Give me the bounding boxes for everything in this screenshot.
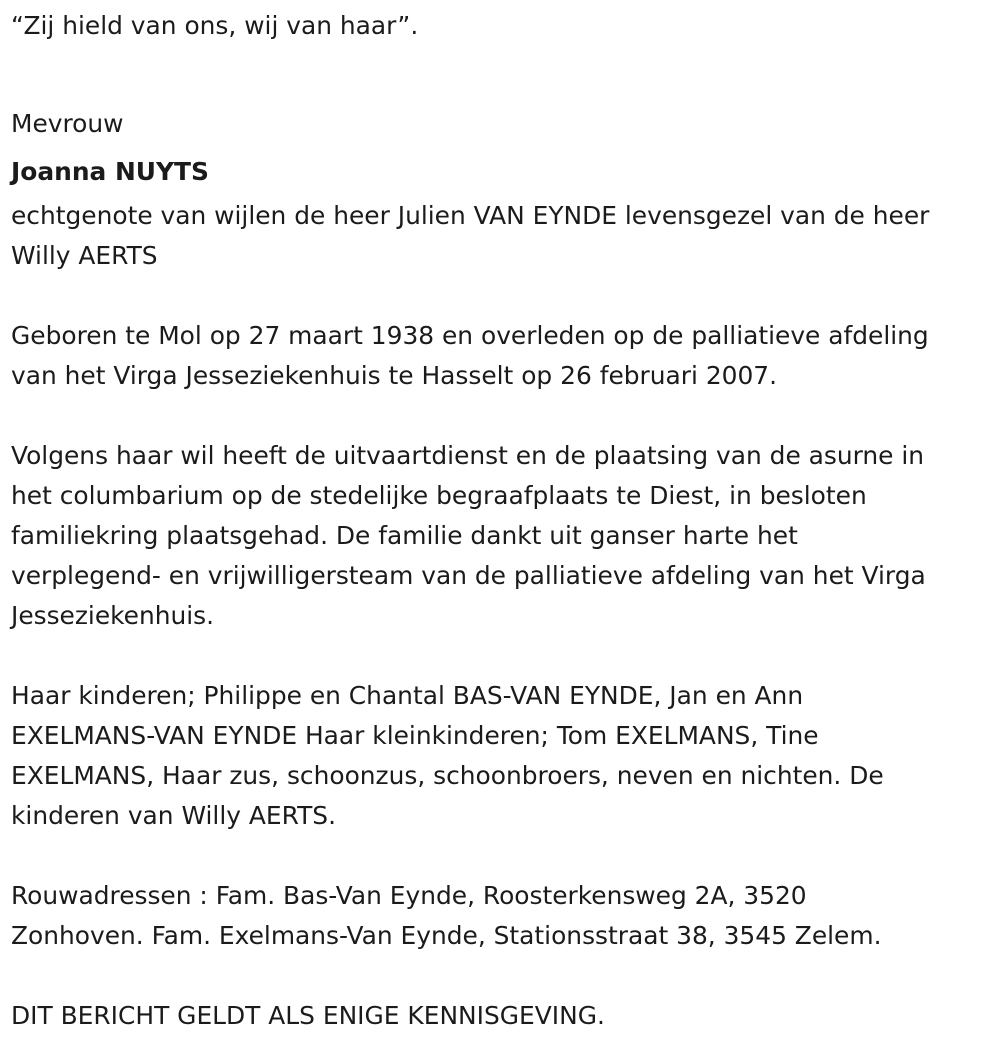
paragraph-line: familiekring plaatsgehad. De familie dankt uit ganser harte het — [11, 521, 798, 550]
paragraph-line: Volgens haar wil heeft de uitvaartdienst en de plaatsing van de asurne in — [11, 441, 925, 470]
paragraph-line: het columbarium op de stedelijke begraafplaats te Diest, in besloten — [11, 481, 867, 510]
spacer — [11, 636, 1000, 676]
paragraph-line: Willy AERTS — [11, 241, 158, 270]
paragraph-line: verplegend- en vrijwilligersteam van de palliatieve afdeling van het Virga — [11, 561, 926, 590]
paragraph-line: Jesseziekenhuis. — [11, 601, 215, 630]
spacer — [11, 836, 1000, 876]
spacer — [11, 276, 1000, 316]
paragraph-line: Zonhoven. Fam. Exelmans-Van Eynde, Stationsstraat 38, 3545 Zelem. — [11, 921, 882, 950]
spacer — [11, 46, 1000, 86]
spacer — [11, 396, 1000, 436]
ceremony-paragraph — [11, 436, 1000, 636]
deceased-name: Joanna NUYTS — [11, 157, 209, 186]
death-notice — [0, 6, 1000, 1036]
honorific-title: Mevrouw — [11, 109, 124, 138]
paragraph-line: Rouwadressen : Fam. Bas-Van Eynde, Roosterkensweg 2A, 3520 — [11, 881, 807, 910]
relations-paragraph — [11, 196, 1000, 276]
paragraph-line: kinderen van Willy AERTS. — [11, 801, 336, 830]
family-paragraph — [11, 676, 1000, 836]
quote-line: “Zij hield van ons, wij van haar”. — [11, 11, 419, 40]
addresses-paragraph — [11, 876, 1000, 956]
paragraph-line: Geboren te Mol op 27 maart 1938 en overleden op de palliatieve afdeling — [11, 321, 929, 350]
paragraph-line: echtgenote van wijlen de heer Julien VAN EYNDE levensgezel van de heer — [11, 201, 930, 230]
birth-death-paragraph — [11, 316, 1000, 396]
paragraph-line: EXELMANS, Haar zus, schoonzus, schoonbroers, neven en nichten. De — [11, 761, 884, 790]
paragraph-line: Haar kinderen; Philippe en Chantal BAS-VAN EYNDE, Jan en Ann — [11, 681, 804, 710]
spacer — [11, 956, 1000, 996]
paragraph-line: van het Virga Jesseziekenhuis te Hasselt op 26 februari 2007. — [11, 361, 778, 390]
paragraph-line: EXELMANS-VAN EYNDE Haar kleinkinderen; Tom EXELMANS, Tine — [11, 721, 819, 750]
closing-statement: DIT BERICHT GELDT ALS ENIGE KENNISGEVING. — [11, 1001, 605, 1030]
